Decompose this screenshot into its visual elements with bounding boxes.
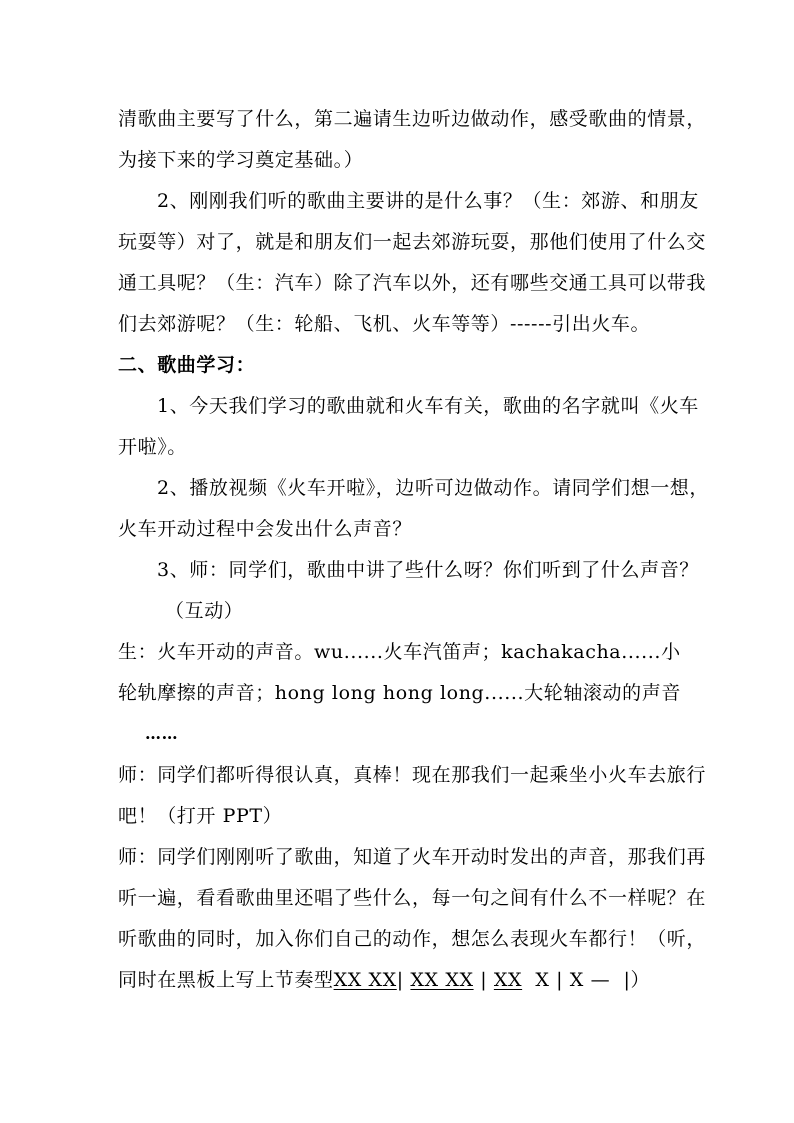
paragraph-line: （互动）: [165, 600, 244, 622]
rhythm-segment: |: [396, 969, 411, 991]
paragraph-line: 3、师：同学们，歌曲中讲了些什么呀？你们听到了什么声音？: [157, 559, 699, 581]
paragraph-line: 玩耍等）对了，就是和朋友们一起去郊游玩耍，那他们使用了什么交: [118, 231, 707, 253]
rhythm-segment: XX XX: [333, 969, 397, 991]
paragraph-line: 2、播放视频《火车开啦》，边听可边做动作。请同学们想一想，: [157, 477, 709, 499]
rhythm-prefix: 同时在黑板上写上节奏型: [118, 969, 334, 991]
paragraph-line: 2、刚刚我们听的歌曲主要讲的是什么事？（生：郊游、和朋友: [157, 190, 699, 212]
paragraph-line: 听歌曲的同时，加入你们自己的动作，想怎么表现火车都行！（听，: [118, 928, 707, 950]
section-heading: 二、歌曲学习：: [118, 354, 256, 376]
rhythm-segment: |: [473, 969, 494, 991]
paragraph-line: 为接下来的学习奠定基础。）: [118, 149, 364, 171]
paragraph-line: 听一遍，看看歌曲里还唱了些什么，每一句之间有什么不一样呢？在: [118, 887, 707, 909]
paragraph-line: 们去郊游呢？（生：轮船、飞机、火车等等）------引出火车。: [118, 313, 651, 335]
paragraph-line: 师：同学们刚刚听了歌曲，知道了火车开动时发出的声音，那我们再: [118, 846, 707, 868]
paragraph-line: 火车开动过程中会发出什么声音？: [118, 518, 413, 540]
paragraph-line: 生：火车开动的声音。wu......火车汽笛声；kachakacha......小: [118, 641, 681, 663]
paragraph-line: 1、今天我们学习的歌曲就和火车有关，歌曲的名字就叫《火车: [157, 395, 699, 417]
paragraph-line: 通工具呢？（生：汽车）除了汽车以外，还有哪些交通工具可以带我: [118, 272, 707, 294]
rhythm-segment: XX XX: [410, 969, 474, 991]
paragraph-line: 轮轨摩擦的声音；hong long hong long......大轮轴滚动的声音: [118, 682, 681, 704]
paragraph-line: 吧！（打开 PPT）: [118, 805, 283, 827]
rhythm-notation: [334, 969, 650, 991]
paragraph-line: 师：同学们都听得很认真，真棒！现在那我们一起乘坐小火车去旅行: [118, 764, 707, 786]
paragraph-line: 清歌曲主要写了什么，第二遍请生边听边做动作，感受歌曲的情景，: [118, 108, 707, 130]
rhythm-segment: X | X — |）: [522, 969, 651, 991]
ellipsis-line: ……: [145, 724, 179, 743]
rhythm-line: [118, 968, 650, 992]
rhythm-segment: XX: [493, 969, 523, 991]
paragraph-line: 开啦》。: [118, 436, 187, 458]
